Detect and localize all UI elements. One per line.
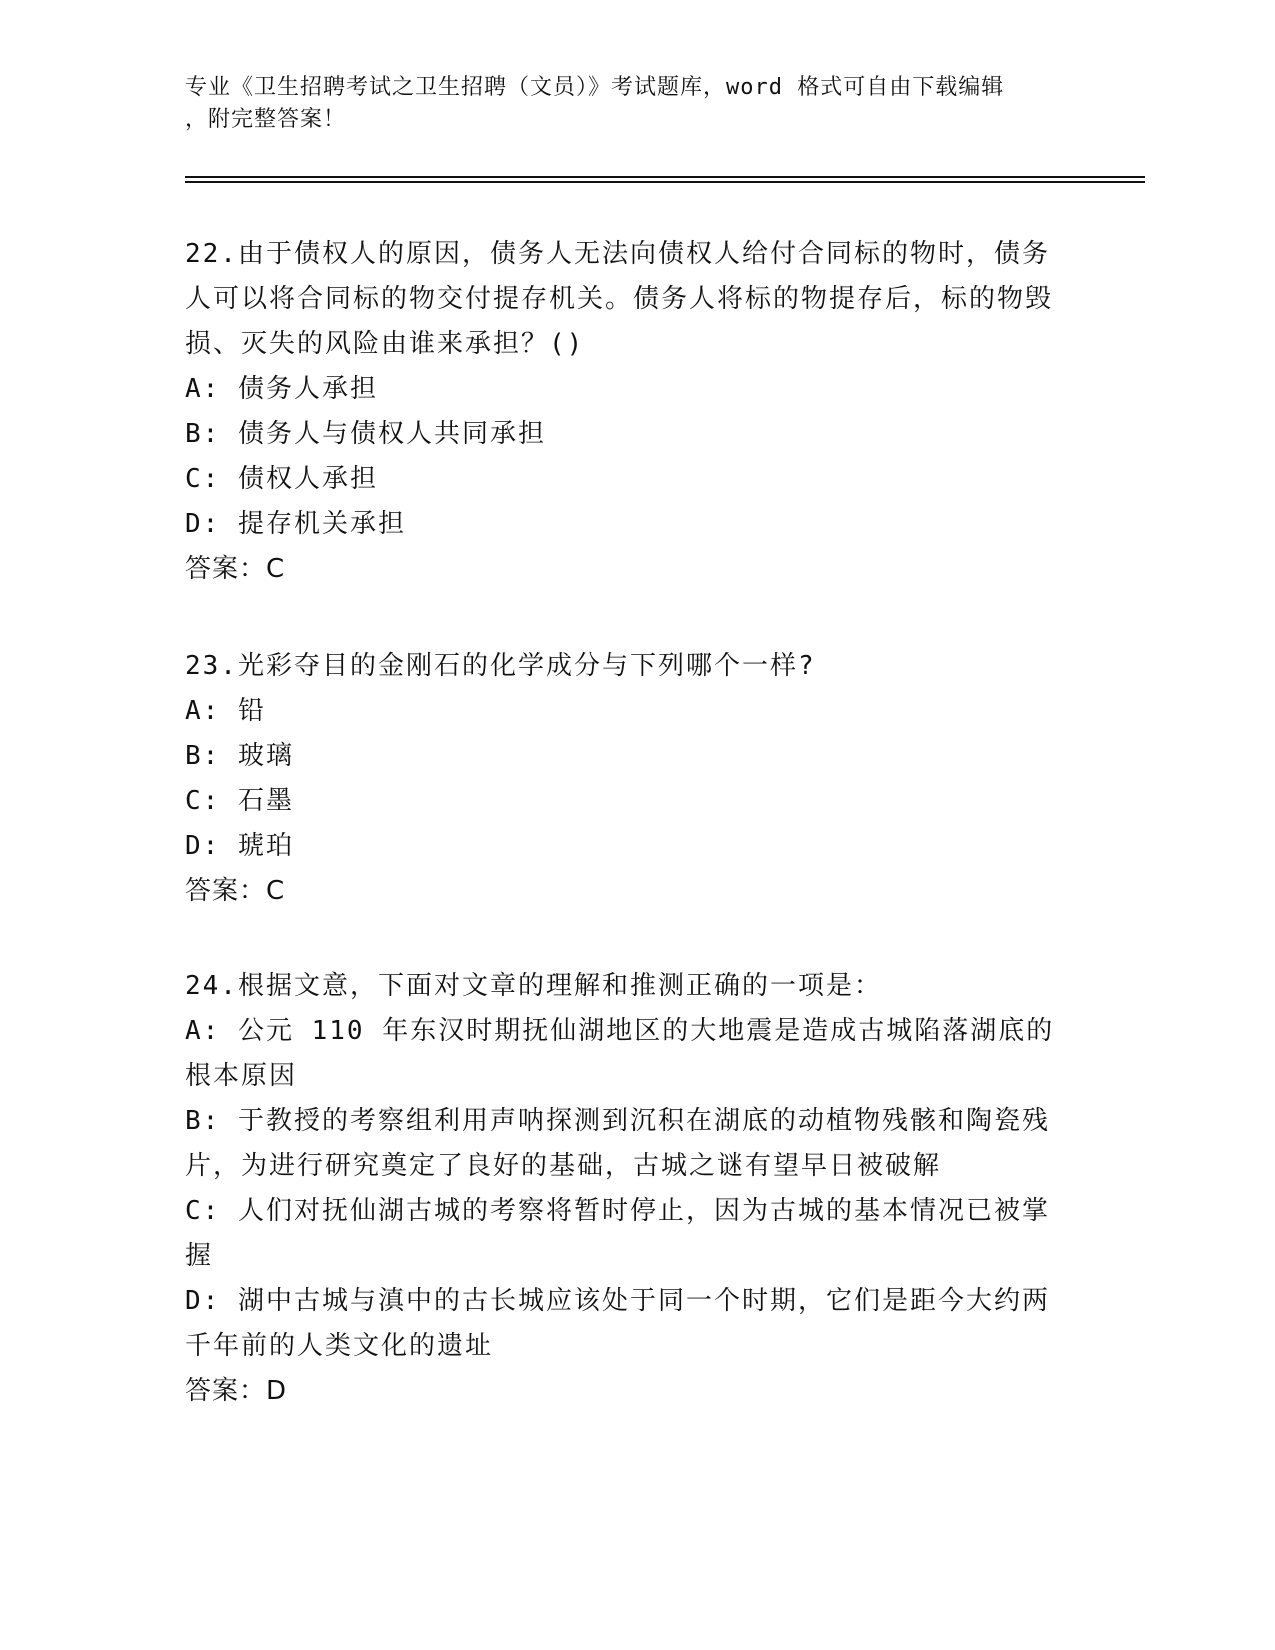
option-d: D: 湖中古城与滇中的古长城应该处于同一个时期，它们是距今大约两千年前的人类文化的遗址 <box>185 1286 1050 1361</box>
option-a: A: 铅 <box>185 696 266 726</box>
option-c: C: 债权人承担 <box>185 464 378 494</box>
option-c: C: 人们对抚仙湖古城的考察将暂时停止，因为古城的基本情况已被掌握 <box>185 1196 1050 1271</box>
question-24 <box>185 964 1065 1414</box>
header-line-2: ，附完整答案！ <box>185 107 347 132</box>
question-stem: 22.由于债权人的原因，债务人无法向债权人给付合同标的物时，债务人可以将合同标的物交付提存机关。债务人将标的物提存后，标的物毁损、灭失的风险由谁来承担？() <box>185 239 1054 359</box>
option-d: D: 提存机关承担 <box>185 509 406 539</box>
question-stem: 24.根据文意，下面对文章的理解和推测正确的一项是： <box>185 971 882 1001</box>
answer: 答案：C <box>185 554 286 584</box>
option-a: A: 公元 110 年东汉时期抚仙湖地区的大地震是造成古城陷落湖底的根本原因 <box>185 1016 1055 1091</box>
option-d: D: 琥珀 <box>185 831 294 861</box>
header-line-1: 专业《卫生招聘考试之卫生招聘（文员）》考试题库，word 格式可自由下载编辑 <box>185 75 1005 100</box>
header-divider-bottom <box>185 181 1145 183</box>
question-22 <box>185 232 1065 592</box>
option-c: C: 石墨 <box>185 786 294 816</box>
option-b: B: 于教授的考察组利用声呐探测到沉积在湖底的动植物残骸和陶瓷残片，为进行研究奠定了良好的基础，古城之谜有望早日被破解 <box>185 1106 1050 1181</box>
answer: 答案：D <box>185 1376 288 1406</box>
option-a: A: 债务人承担 <box>185 374 378 404</box>
question-stem: 23.光彩夺目的金刚石的化学成分与下列哪个一样? <box>185 651 816 681</box>
question-23 <box>185 644 1065 914</box>
header-divider-top <box>185 176 1145 178</box>
option-b: B: 玻璃 <box>185 741 294 771</box>
option-b: B: 债务人与债权人共同承担 <box>185 419 546 449</box>
answer: 答案：C <box>185 876 286 906</box>
document-header <box>185 72 1085 136</box>
